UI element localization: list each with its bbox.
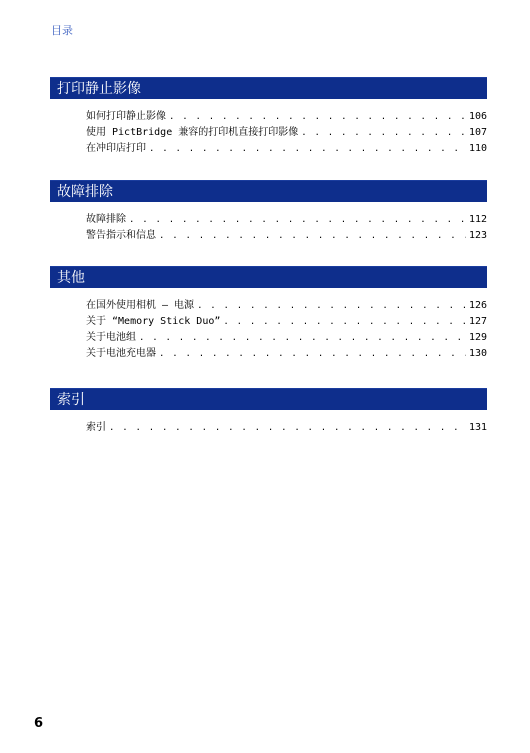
entry-page: 123 xyxy=(468,230,487,241)
entry-page: 130 xyxy=(468,348,487,359)
entry-title: 警告指示和信息 xyxy=(86,230,156,241)
entry-title: 故障排除 xyxy=(86,214,126,225)
dot-leader xyxy=(139,330,466,346)
entry-list xyxy=(50,109,487,157)
entry-list xyxy=(50,298,487,362)
toc-entry[interactable] xyxy=(86,228,487,244)
entry-page: 126 xyxy=(468,300,487,311)
toc-entry[interactable] xyxy=(86,125,487,141)
section-heading: 其他 xyxy=(50,266,487,288)
toc-entry[interactable] xyxy=(86,212,487,228)
page-number: 6 xyxy=(34,716,44,731)
toc-entry[interactable] xyxy=(86,298,487,314)
section-heading: 故障排除 xyxy=(50,180,487,202)
entry-title: 如何打印静止影像 xyxy=(86,111,166,122)
toc-entry[interactable] xyxy=(86,109,487,125)
dot-leader xyxy=(149,141,466,157)
dot-leader xyxy=(109,420,466,436)
dot-leader xyxy=(301,125,466,141)
entry-page: 107 xyxy=(468,127,487,138)
entry-page: 112 xyxy=(468,214,487,225)
entry-page: 110 xyxy=(468,143,487,154)
entry-title: 关于 “Memory Stick Duo” xyxy=(86,316,221,327)
entry-page: 106 xyxy=(468,111,487,122)
toc-entry[interactable] xyxy=(86,420,487,436)
section-heading: 打印静止影像 xyxy=(50,77,487,99)
entry-page: 131 xyxy=(468,422,487,433)
entry-title: 关于电池组 xyxy=(86,332,136,343)
entry-page: 129 xyxy=(468,332,487,343)
entry-page: 127 xyxy=(468,316,487,327)
dot-leader xyxy=(159,346,466,362)
dot-leader xyxy=(223,314,466,330)
section-others xyxy=(50,266,487,362)
toc-link[interactable]: 目录 xyxy=(51,24,73,37)
dot-leader xyxy=(129,212,466,228)
dot-leader xyxy=(159,228,466,244)
toc-entry[interactable] xyxy=(86,314,487,330)
toc-entry[interactable] xyxy=(86,330,487,346)
entry-title: 使用 PictBridge 兼容的打印机直接打印影像 xyxy=(86,127,299,138)
entry-title: 索引 xyxy=(86,422,106,433)
section-index xyxy=(50,388,487,436)
dot-leader xyxy=(169,109,466,125)
section-troubleshooting xyxy=(50,180,487,244)
entry-list xyxy=(50,420,487,436)
entry-title: 关于电池充电器 xyxy=(86,348,156,359)
section-heading: 索引 xyxy=(50,388,487,410)
toc-entry[interactable] xyxy=(86,346,487,362)
entry-title: 在冲印店打印 xyxy=(86,143,146,154)
dot-leader xyxy=(197,298,466,314)
entry-title: 在国外使用相机 — 电源 xyxy=(86,300,195,311)
toc-entry[interactable] xyxy=(86,141,487,157)
section-print-still-images xyxy=(50,77,487,157)
entry-list xyxy=(50,212,487,244)
